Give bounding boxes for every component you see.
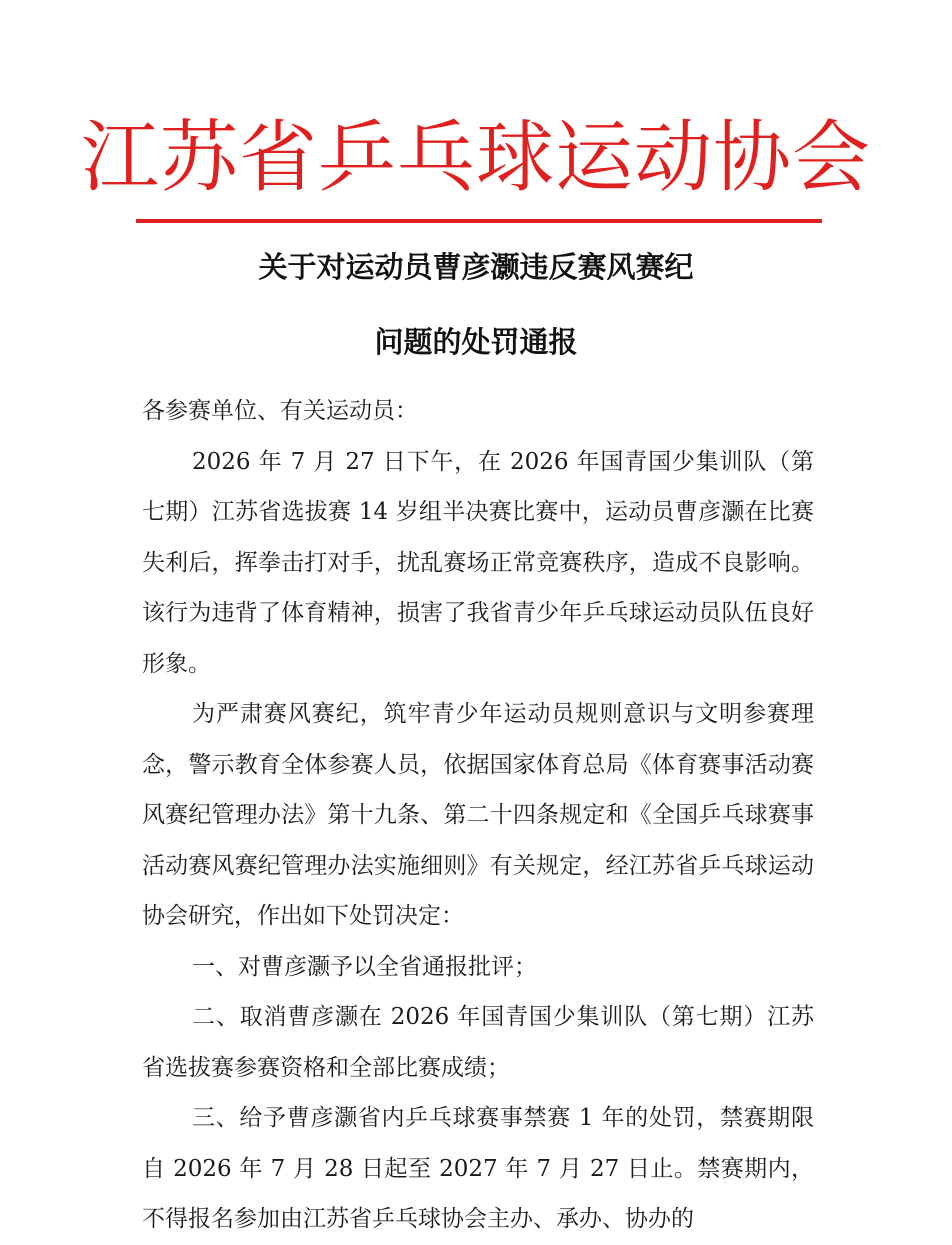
paragraph-basis: 为严肃赛风赛纪，筑牢青少年运动员规则意识与文明参赛理念，警示教育全体参赛人员，依据国家体育总局《体育赛事活动赛风赛纪管理办法》第十九条、第二十四条规定和《全国乒乓球赛事活动赛风赛纪管理办法实施细则》有关规定，经江苏省乒乓球运动协会研究，作出如下处罚决定：	[142, 701, 814, 929]
letterhead-red-rule	[136, 219, 822, 223]
notice-title-line-1: 关于对运动员曹彦灏违反赛风赛纪	[258, 250, 694, 284]
penalty-item-2: 二、取消曹彦灏在 2026 年国青国少集训队（第七期）江苏省选拔赛参赛资格和全部比赛成绩；	[142, 1004, 814, 1081]
salutation: 各参赛单位、有关运动员：	[142, 398, 418, 424]
penalty-item-3: 三、给予曹彦灏省内乒乓球赛事禁赛 1 年的处罚，禁赛期限自 2026 年 7 月 28 日起至 2027 年 7 月 27 日止。禁赛期内，不得报名参加由江苏省乒乓球协会主办、承办、协办的	[142, 1105, 814, 1232]
penalty-item-1: 一、对曹彦灏予以全省通报批评；	[192, 953, 537, 980]
notice-body	[142, 386, 814, 1245]
letterhead-title: 江苏省乒乓球运动协会	[80, 113, 871, 203]
notice-title-line-2: 问题的处罚通报	[374, 325, 578, 359]
paragraph-incident: 2026 年 7 月 27 日下午，在 2026 年国青国少集训队（第七期）江苏省选拔赛 14 岁组半决赛比赛中，运动员曹彦灏在比赛失利后，挥拳击打对手，扰乱赛场正常竞赛秩序，造成不良影响。该行为违背了体育精神，损害了我省青少年乒乓球运动员队伍良好形象。	[142, 448, 814, 677]
